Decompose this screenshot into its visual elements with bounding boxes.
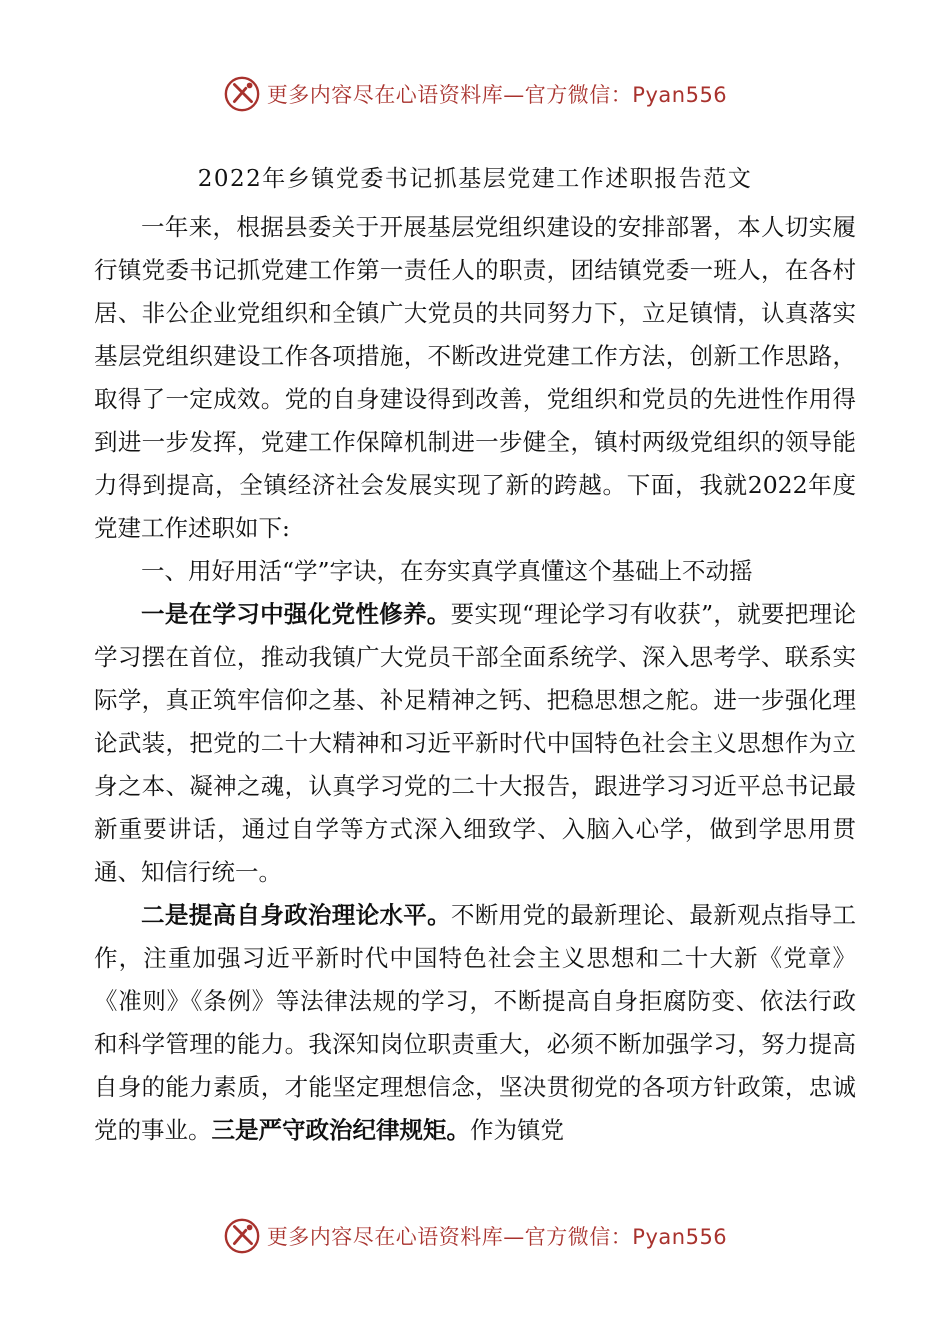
banner-text: 更多内容尽在心语资料库—官方微信：Pyan556 xyxy=(266,1225,728,1249)
paragraph-text: 不断用党的最新理论、最新观点指导工作，注重加强习近平新时代中国特色社会主义思想和二十大新《党章》《准则》《条例》等法律法规的学习，不断提高自身拒腐防变、依法行政和科学管理的能力。我深知岗位职责重大，必须不断加强学习，努力提高自身的能力素质，才能坚定理想信念，坚决贯彻党的各项方针政策，忠诚党的事业。 xyxy=(94,901,857,1144)
section-heading xyxy=(94,550,856,593)
paragraph-text: 要实现“理论学习有收获”，就要把理论学习摆在首位，推动我镇广大党员干部全面系统学、深入思考学、联系实际学，真正筑牢信仰之基、补足精神之钙、把稳思想之舵。进一步强化理论武装，把党的二十大精神和习近平新时代中国特色社会主义思想作为立身之本、凝神之魂，认真学习党的二十大报告，跟进学习习近平总书记最新重要讲话，通过自学等方式深入细致学、入脑入心学，做到学思用贯通、知信行统一。 xyxy=(94,600,857,886)
bold-lead: 二是提高自身政治理论水平。 xyxy=(141,901,451,929)
paragraph-text: 作为镇党 xyxy=(470,1116,564,1144)
section-heading-text: 一、用好用活“学”字诀，在夯实真学真懂这个基础上不动摇 xyxy=(141,557,753,585)
document-body xyxy=(94,206,856,1152)
banner-text: 更多内容尽在心语资料库—官方微信：Pyan556 xyxy=(266,83,728,107)
footer-banner xyxy=(0,1212,950,1260)
paragraph xyxy=(94,894,856,1152)
bold-lead: 一是在学习中强化党性修养。 xyxy=(141,600,451,628)
header-banner xyxy=(0,70,950,118)
bold-lead: 三是严守政治纪律规矩。 xyxy=(211,1116,470,1144)
paragraph xyxy=(94,593,856,894)
paragraph-text: 一年来，根据县委关于开展基层党组织建设的安排部署，本人切实履行镇党委书记抓党建工作第一责任人的职责，团结镇党委一班人，在各村居、非公企业党组织和全镇广大党员的共同努力下，立足镇情，认真落实基层党组织建设工作各项措施，不断改进党建工作方法，创新工作思路，取得了一定成效。党的自身建设得到改善，党组织和党员的先进性作用得到进一步发挥，党建工作保障机制进一步健全，镇村两级党组织的领导能力得到提高，全镇经济社会发展实现了新的跨越。下面，我就2022年度党建工作述职如下: xyxy=(94,213,856,542)
document-title: 2022年乡镇党委书记抓基层党建工作述职报告范文 xyxy=(197,166,753,192)
brand-logo-icon xyxy=(223,1217,261,1255)
brand-logo-icon xyxy=(223,75,261,113)
paragraph xyxy=(94,206,856,550)
